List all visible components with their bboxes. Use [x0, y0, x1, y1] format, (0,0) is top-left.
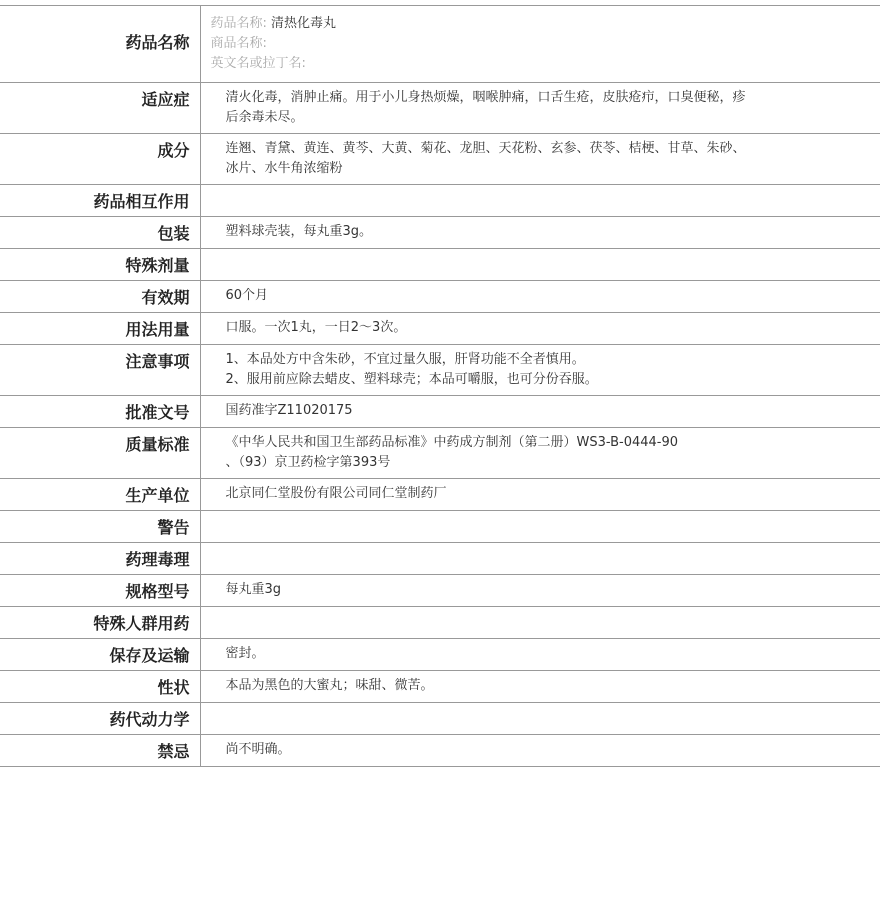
- trade-name-key: 商品名称:: [210, 36, 267, 51]
- spec-row: [0, 575, 880, 607]
- spec-label: 有效期: [141, 288, 190, 307]
- spec-label-cell: [0, 735, 200, 767]
- spec-row: [0, 134, 880, 185]
- spec-label: 包装: [157, 224, 190, 243]
- spec-label-cell: [0, 703, 200, 735]
- spec-row-drug-name: [0, 6, 880, 83]
- spec-value-line: 2、服用前应除去蜡皮、塑料球壳；本品可嚼服，也可分份吞服。: [225, 372, 598, 387]
- spec-label: 药品相互作用: [93, 192, 190, 211]
- spec-row: [0, 249, 880, 281]
- spec-label: 药品名称: [125, 33, 190, 52]
- spec-label-cell: [0, 281, 200, 313]
- spec-label: 药理毒理: [125, 550, 190, 569]
- spec-value-line: 后余毒未尽。: [225, 110, 304, 125]
- spec-value-line: 密封。: [225, 646, 265, 661]
- spec-label-cell: [0, 217, 200, 249]
- spec-label-cell: [0, 345, 200, 396]
- spec-value-line: 、（93）京卫药检字第393号: [225, 455, 391, 470]
- spec-label: 成分: [157, 141, 190, 160]
- spec-value-cell: [200, 281, 880, 313]
- generic-name-key: 药品名称:: [210, 16, 267, 31]
- spec-value-line: 每丸重3g: [225, 582, 282, 597]
- spec-label-cell: [0, 671, 200, 703]
- spec-label-cell: [0, 134, 200, 185]
- spec-label: 用法用量: [125, 320, 190, 339]
- spec-value-cell: [200, 428, 880, 479]
- spec-value-line: 《中华人民共和国卫生部药品标准》中药成方制剂（第二册）WS3-B-0444-90: [225, 435, 679, 450]
- spec-value-line: 北京同仁堂股份有限公司同仁堂制药厂: [225, 486, 447, 501]
- spec-label-cell: [0, 396, 200, 428]
- spec-value-cell: [200, 703, 880, 735]
- spec-value-cell: [200, 639, 880, 671]
- latin-name-key: 英文名或拉丁名:: [210, 56, 306, 71]
- spec-label-cell: [0, 313, 200, 345]
- spec-value-cell: [200, 735, 880, 767]
- spec-value-cell: [200, 134, 880, 185]
- spec-value-line: 国药准字Z11020175: [225, 403, 353, 418]
- spec-label: 禁忌: [157, 742, 190, 761]
- spec-value-line: 尚不明确。: [225, 742, 291, 757]
- spec-row: [0, 345, 880, 396]
- spec-row: [0, 479, 880, 511]
- spec-label-cell: [0, 249, 200, 281]
- spec-row: [0, 671, 880, 703]
- spec-value-line: 1、本品处方中含朱砂，不宜过量久服，肝肾功能不全者慎用。: [225, 352, 585, 367]
- spec-label: 特殊剂量: [125, 256, 190, 275]
- spec-value-cell: [200, 6, 880, 83]
- spec-row: [0, 217, 880, 249]
- spec-row: [0, 83, 880, 134]
- drug-spec-table: [0, 5, 880, 767]
- spec-value-cell: [200, 575, 880, 607]
- spec-row: [0, 396, 880, 428]
- spec-row: [0, 639, 880, 671]
- spec-value-line: 冰片、水牛角浓缩粉: [225, 161, 343, 176]
- spec-label-cell: [0, 511, 200, 543]
- spec-label: 保存及运输: [109, 646, 190, 665]
- spec-value-cell: [200, 249, 880, 281]
- spec-label-cell: [0, 6, 200, 83]
- spec-label-cell: [0, 83, 200, 134]
- spec-value-cell: [200, 671, 880, 703]
- spec-row: [0, 607, 880, 639]
- spec-row: [0, 313, 880, 345]
- spec-value-cell: [200, 83, 880, 134]
- spec-value-cell: [200, 479, 880, 511]
- spec-label: 规格型号: [125, 582, 190, 601]
- latin-name-line: [211, 54, 871, 74]
- spec-label: 注意事项: [125, 352, 190, 371]
- spec-value-cell: [200, 185, 880, 217]
- spec-label-cell: [0, 428, 200, 479]
- spec-label-cell: [0, 543, 200, 575]
- spec-row: [0, 428, 880, 479]
- spec-value-line: 60个月: [225, 288, 269, 303]
- spec-value-cell: [200, 607, 880, 639]
- spec-value-cell: [200, 396, 880, 428]
- spec-label: 批准文号: [125, 403, 190, 422]
- spec-label-cell: [0, 575, 200, 607]
- spec-label-cell: [0, 607, 200, 639]
- spec-value-cell: [200, 313, 880, 345]
- spec-label-cell: [0, 479, 200, 511]
- generic-name-line: [211, 14, 871, 34]
- spec-value-line: 连翘、青黛、黄连、黄芩、大黄、菊花、龙胆、天花粉、玄参、茯苓、桔梗、甘草、朱砂、: [225, 141, 746, 156]
- spec-label: 生产单位: [125, 486, 190, 505]
- spec-label: 质量标准: [125, 435, 190, 454]
- spec-label: 性状: [157, 678, 190, 697]
- spec-label: 药代动力学: [109, 710, 190, 729]
- spec-label-cell: [0, 639, 200, 671]
- spec-value-cell: [200, 511, 880, 543]
- spec-row: [0, 543, 880, 575]
- spec-value-cell: [200, 345, 880, 396]
- spec-label-cell: [0, 185, 200, 217]
- spec-row: [0, 281, 880, 313]
- spec-label: 警告: [157, 518, 190, 537]
- generic-name-value: 清热化毒丸: [271, 16, 337, 31]
- spec-value-cell: [200, 543, 880, 575]
- spec-row: [0, 703, 880, 735]
- spec-value-line: 塑料球壳装，每丸重3g。: [225, 224, 373, 239]
- spec-row: [0, 185, 880, 217]
- spec-value-line: 清火化毒，消肿止痛。用于小儿身热烦燥，咽喉肿痛，口舌生疮，皮肤疮疖，口臭便秘，疹: [225, 90, 746, 105]
- spec-label: 适应症: [141, 90, 190, 109]
- spec-row: [0, 735, 880, 767]
- spec-value-cell: [200, 217, 880, 249]
- spec-row: [0, 511, 880, 543]
- spec-value-line: 本品为黑色的大蜜丸；味甜、微苦。: [225, 678, 434, 693]
- spec-label: 特殊人群用药: [93, 614, 190, 633]
- spec-value-line: 口服。一次1丸，一日2～3次。: [225, 320, 407, 335]
- trade-name-line: [211, 34, 871, 54]
